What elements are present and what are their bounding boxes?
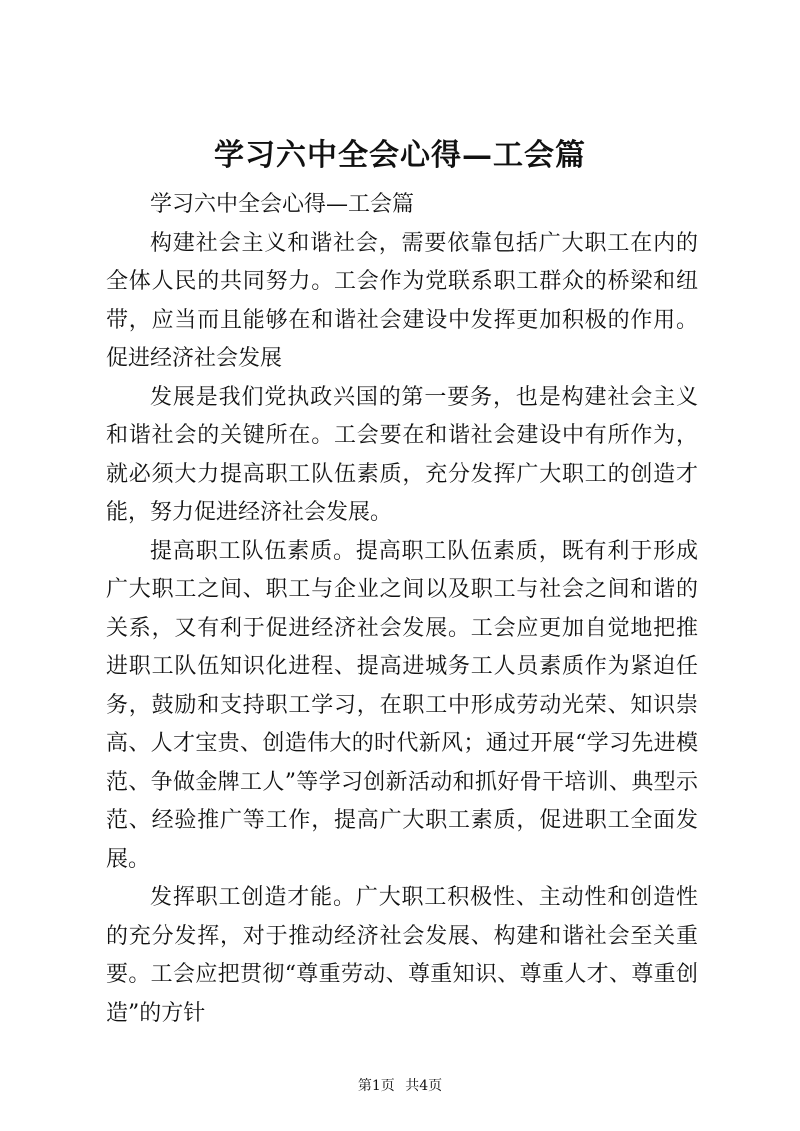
document-body [106,186,698,1033]
paragraph-intro: 构建社会主义和谐社会，需要依靠包括广大职工在内的全体人民的共同努力。工会作为党联系职工群众的桥梁和纽带，应当而且能够在和谐社会建设中发挥更加积极的作用。促进经济社会发展 [106,230,698,371]
page-title: 学习六中全会心得—工会篇 [214,138,586,173]
paragraph-creativity: 发挥职工创造才能。广大职工积极性、主动性和创造性的充分发挥，对于推动经济社会发展、构建和谐社会至关重要。工会应把贯彻“尊重劳动、尊重知识、尊重人才、尊重创造”的方针 [106,885,698,1026]
subtitle-paragraph: 学习六中全会心得—工会篇 [150,192,415,217]
paragraph-development: 发展是我们党执政兴国的第一要务，也是构建社会主义和谐社会的关键所在。工会要在和谐社会建设中有所作为，就必须大力提高职工队伍素质，充分发挥广大职工的创造才能，努力促进经济社会发展。 [106,384,698,525]
page-footer [0,1076,800,1096]
page-total: 共4页 [405,1078,443,1094]
page-number: 第1页 [357,1078,395,1094]
paragraph-quality: 提高职工队伍素质。提高职工队伍素质，既有利于形成广大职工之间、职工与企业之间以及职工与社会之间和谐的关系，又有利于促进经济社会发展。工会应更加自觉地把推进职工队伍知识化进程、提高进城务工人员素质作为紧迫任务，鼓励和支持职工学习，在职工中形成劳动光荣、知识崇高、人才宝贵、创造伟大的时代新风；通过开展“学习先进模范、争做金牌工人”等学习创新活动和抓好骨干培训、典型示范、经验推广等工作，提高广大职工素质，促进职工全面发展。 [106,538,698,872]
